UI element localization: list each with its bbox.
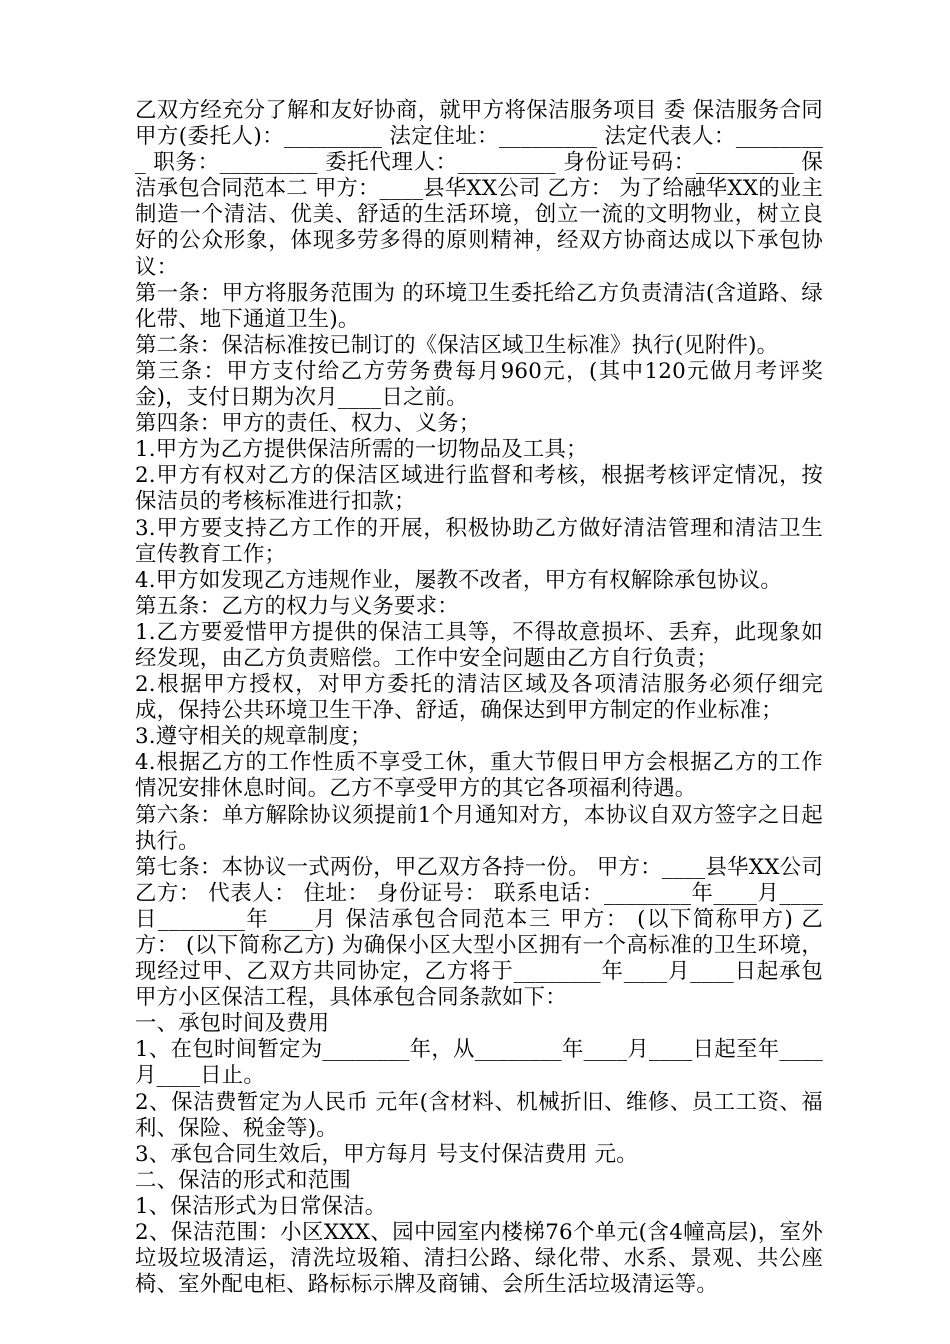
paragraph-article-1: 第一条：甲方将服务范围为 的环境卫生委托给乙方负责清洁(含道路、绿化带、地下通道卫生)。 <box>135 280 823 332</box>
paragraph-term-item-2: 2、保洁费暂定为人民币 元年(含材料、机械折旧、维修、员工工资、福利、保险、税金等)。 <box>135 1089 823 1141</box>
paragraph-article-5-item-4: 4.根据乙方的工作性质不享受工休，重大节假日甲方会根据乙方的工作情况安排休息时间。乙方不享受甲方的其它各项福利待遇。 <box>135 750 823 802</box>
paragraph-article-4-heading: 第四条：甲方的责任、权力、义务； <box>135 411 481 437</box>
section-heading-scope: 二、保洁的形式和范围 <box>135 1167 351 1193</box>
paragraph-article-6: 第六条：单方解除协议须提前1个月通知对方，本协议自双方签字之日起执行。 <box>135 802 823 854</box>
paragraph-article-5-item-2: 2.根据甲方授权，对甲方委托的清洁区域及各项清洁服务必须仔细完成，保持公共环境卫生干净、舒适，确保达到甲方制定的作业标准； <box>135 672 823 724</box>
paragraph-article-4-item-1: 1.甲方为乙方提供保洁所需的一切物品及工具； <box>135 437 588 463</box>
paragraph-article-5-heading: 第五条：乙方的权力与义务要求： <box>135 593 459 619</box>
paragraph-article-5-item-1: 1.乙方要爱惜甲方提供的保洁工具等，不得故意损坏、丢弃，此现象如经发现，由乙方负责赔偿。工作中安全问题由乙方自行负责； <box>135 619 823 671</box>
paragraph-article-4-item-2: 2.甲方有权对乙方的保洁区域进行监督和考核，根据考核评定情况，按保洁员的考核标准进行扣款； <box>135 463 823 515</box>
paragraph-intro: 乙双方经充分了解和友好协商，就甲方将保洁服务项目 委 保洁服务合同 甲方(委托人)：_________ 法定住址：_________ 法定代表人：_________ 职务：_________ 委托代理人：_________ 身份证号码：_________ 保洁承包合同范本二 甲方：____县华XX公司 乙方： 为了给融华XX的业主制造一个清洁、优美、舒适的生活环境，创立一流的文明物业，树立良好的公众形象，体现多劳多得的原则精神，经双方协商达成以下承包协议： <box>135 98 823 280</box>
paragraph-article-4-item-4: 4.甲方如发现乙方违规作业，屡教不改者，甲方有权解除承包协议。 <box>135 567 782 593</box>
paragraph-scope-item-1: 1、保洁形式为日常保洁。 <box>135 1193 387 1219</box>
paragraph-scope-item-2: 2、保洁范围：小区XXX、园中园室内楼梯76个单元(含4幢高层)，室外垃圾垃圾清运，清洗垃圾箱、清扫公路、绿化带、水系、景观、共公座椅、室外配电柜、路标标示牌及商铺、会所生活垃圾清运等。 <box>135 1220 823 1298</box>
paragraph-term-item-3: 3、承包合同生效后，甲方每月 号支付保洁费用 元。 <box>135 1141 638 1167</box>
paragraph-article-4-item-3: 3.甲方要支持乙方工作的开展，积极协助乙方做好清洁管理和清洁卫生宣传教育工作； <box>135 515 823 567</box>
section-heading-term-and-fees: 一、承包时间及费用 <box>135 1011 330 1037</box>
paragraph-article-3: 第三条：甲方支付给乙方劳务费每月960元，(其中120元做月考评奖金)，支付日期为次月____日之前。 <box>135 358 823 411</box>
paragraph-article-2: 第二条：保洁标准按已制订的《保洁区域卫生标准》执行(见附件)。 <box>135 332 779 358</box>
paragraph-article-5-item-3: 3.遵守相关的规章制度； <box>135 724 372 750</box>
paragraph-term-item-1: 1、在包时间暂定为________年，从________年____月____日起至年____月____日止。 <box>135 1037 823 1089</box>
paragraph-article-7: 第七条：本协议一式两份，甲乙双方各持一份。 甲方：____县华XX公司 乙方： 代表人： 住址： 身份证号： 联系电话：________年____月____日________年____月 保洁承包合同范本三 甲方： (以下简称甲方) 乙方： (以下简称乙方) 为确保小区大型小区拥有一个高标准的卫生环境，现经过甲、乙双方共同协定，乙方将于________年____月____日起承包甲方小区保洁工程，具体承包合同条款如下： <box>135 854 823 1011</box>
contract-body <box>135 98 823 1298</box>
